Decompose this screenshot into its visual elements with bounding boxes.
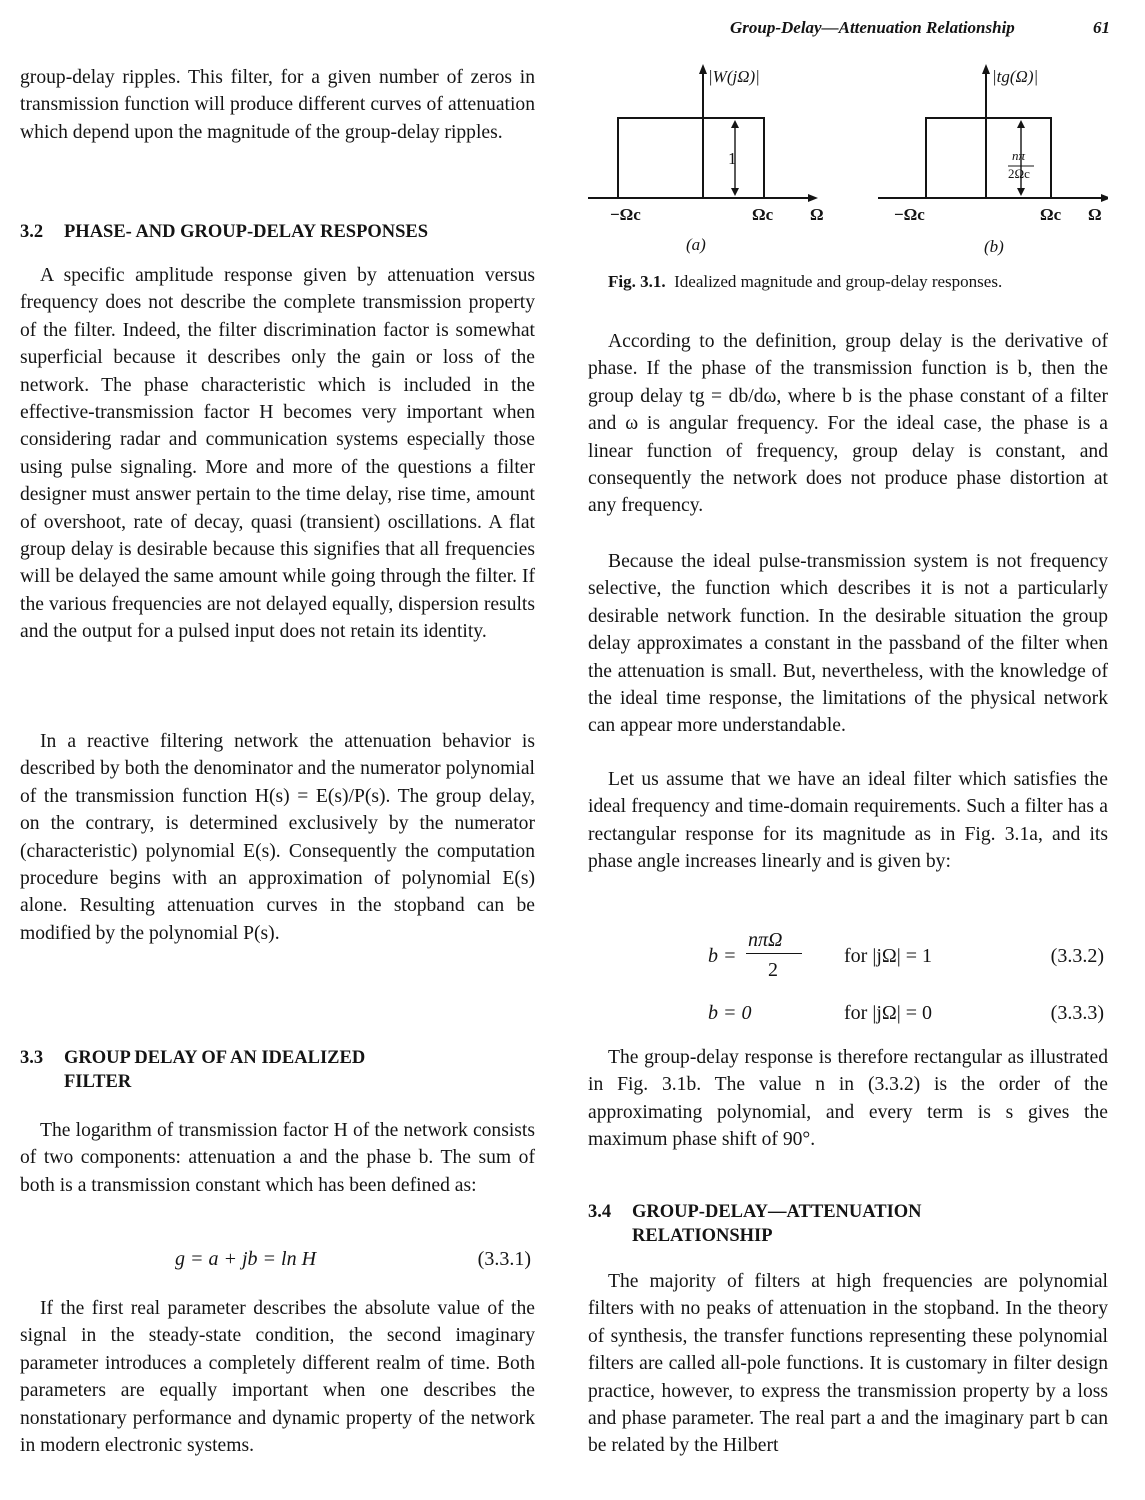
paragraph: [588, 766, 1108, 876]
paragraph: [20, 1295, 535, 1459]
equation-expression: b = 0: [708, 1002, 752, 1024]
paragraph: [20, 728, 535, 947]
equation-number: (3.3.1): [477, 1248, 531, 1270]
equation-3-3-1: [20, 1246, 535, 1286]
left-column: [20, 0, 535, 1500]
equation-condition: for |jΩ| = 1: [844, 945, 933, 967]
section-number: 3.3: [20, 1048, 44, 1068]
section-number: 3.2: [20, 222, 44, 242]
panel-b-tag: (b): [984, 237, 1004, 256]
panel-a-tag: (a): [686, 235, 706, 254]
panel-b-height-label-num: nπ: [1012, 148, 1026, 163]
equation-fraction-den: 2: [768, 959, 778, 981]
paragraph: [588, 548, 1108, 740]
section-title-line2: RELATIONSHIP: [632, 1226, 773, 1246]
panel-a-ylabel: |W(jΩ)|: [708, 67, 760, 86]
figure-caption-text: Idealized magnitude and group-delay responses.: [674, 272, 1003, 291]
section-title-line1: GROUP DELAY OF AN IDEALIZED: [64, 1048, 366, 1068]
section-heading-3-3: [20, 1046, 365, 1094]
section-title: PHASE- AND GROUP-DELAY RESPONSES: [64, 222, 429, 242]
panel-b-height-label-den: 2Ωc: [1008, 166, 1030, 181]
equation-3-3-3: [588, 1000, 1108, 1040]
right-column: [588, 0, 1108, 1500]
equation-number: (3.3.2): [1050, 945, 1104, 967]
equation-3-3-2: [588, 925, 1108, 991]
paragraph: [20, 1117, 535, 1199]
paragraph: [588, 1044, 1108, 1154]
paragraph-text: A specific amplitude response given by attenuation versus frequency does not describe the complete transmission property of the filter. Indeed, the filter discrimination factor is somewhat superficial because it describes only the gain or loss of the network. The phase characteristic which is included in the effective-transmission factor H becomes very important when considering radar and communication systems especially those using pulse signaling. More and more of the questions a filter designer must answer pertain to the time delay, rise time, amount of overshoot, rate of decay, quasi (transient) oscillations. A flat group delay is desirable because this signifies that all frequencies will be delayed the same amount while going through the filter. If the various frequencies are not delayed equally, dispersion results and the output for a pulsed input does not retain its identity.: [20, 265, 535, 643]
panel-a-left-tick: −Ωc: [610, 205, 641, 224]
paragraph-text: In a reactive filtering network the attenuation behavior is described by both the denominator and the numerator polynomial of the transmission function H(s) = E(s)/P(s). The group delay, on the contrary, is determined exclusively by the numerator (characteristic) polynomial E(s). Consequently the computation procedure begins with an approximation of polynomial E(s) alone. Resulting attenuation curves in the stopband can be modified by the polynomial P(s).: [20, 731, 535, 944]
panel-b-ylabel: |tg(Ω)|: [992, 67, 1039, 86]
page-number: 61: [1093, 18, 1110, 37]
paragraph-text: Let us assume that we have an ideal filter which satisfies the ideal frequency and time-domain requirements. Such a filter has a rectangular response for its magnitude as in Fig. 3.1a, and its phase angle increases linearly and is given by:: [588, 769, 1108, 873]
panel-b-left-tick: −Ωc: [894, 205, 925, 224]
paragraph: [588, 1268, 1108, 1460]
equation-fraction-num: nπΩ: [748, 929, 783, 951]
paragraph-text: Because the ideal pulse-transmission system is not frequency selective, the function which describes it is not a particularly desirable network function. In the desirable situation the group delay approximates a constant in the passband of the filter when the attenuation is small. But, nevertheless, with the knowledge of the ideal time response, the limitations of the physical network can appear more understandable.: [588, 551, 1108, 737]
equation-condition: for |jΩ| = 0: [844, 1002, 933, 1024]
section-title-line2: FILTER: [64, 1072, 132, 1092]
section-number: 3.4: [588, 1202, 612, 1222]
running-title: Group-Delay—Attenuation Relationship: [730, 18, 1015, 37]
paragraph-text: According to the definition, group delay is the derivative of phase. If the phase of the transmission function is b, then the group delay tg = db/dω, where b is the phase constant of a filter and ω is angular frequency. For the ideal case, the phase is a linear function of frequency, group delay is constant, and consequently the network does not produce phase distortion at any frequency.: [588, 331, 1108, 517]
panel-a-axis-label: Ω: [810, 205, 824, 224]
fraction-bar: [746, 953, 802, 954]
paragraph-text: The logarithm of transmission factor H of the network consists of two components: attenuation a and the phase b. The sum of both is a transmission constant which has been defined as:: [20, 1120, 535, 1196]
panel-b-axis-label: Ω: [1088, 205, 1102, 224]
paragraph: [20, 64, 535, 146]
figure-caption-label: Fig. 3.1.: [608, 272, 666, 291]
panel-a-right-tick: Ωc: [752, 205, 774, 224]
paragraph: [588, 328, 1108, 520]
section-heading-3-4: [588, 1200, 922, 1248]
paragraph: [20, 262, 535, 646]
paragraph-text: If the first real parameter describes the absolute value of the signal in the steady-state condition, the second imaginary parameter introduces a completely different realm of time. Both parameters are equally important when one describes the nonstationary performance and dynamic property of the network in modern electronic systems.: [20, 1298, 535, 1457]
equation-number: (3.3.3): [1050, 1002, 1104, 1024]
equation-expression: g = a + jb = ln H: [175, 1248, 317, 1270]
section-title-line1: GROUP-DELAY—ATTENUATION: [632, 1202, 922, 1222]
paragraph-text: group-delay ripples. This filter, for a given number of zeros in transmission function will produce different curves of attenuation which depend upon the magnitude of the group-delay ripples.: [20, 67, 535, 143]
section-heading-3-2: [20, 220, 428, 244]
panel-b-right-tick: Ωc: [1040, 205, 1062, 224]
paragraph-text: The majority of filters at high frequencies are polynomial filters with no peaks of attenuation in the stopband. In the theory of synthesis, the transfer functions representing these polynomial filters are called all-pole functions. It is customary in filter design practice, however, to express the transmission property by a loss and phase parameter. The real part a and the imaginary part b can be related by the Hilbert: [588, 1271, 1108, 1457]
paragraph-text: The group-delay response is therefore rectangular as illustrated in Fig. 3.1b. The value n in (3.3.2) is the order of the approximating polynomial, and every term is s gives the maximum phase shift of 90°.: [588, 1047, 1108, 1151]
panel-a-height-label: 1: [728, 149, 737, 168]
equation-lhs: b =: [708, 945, 737, 967]
